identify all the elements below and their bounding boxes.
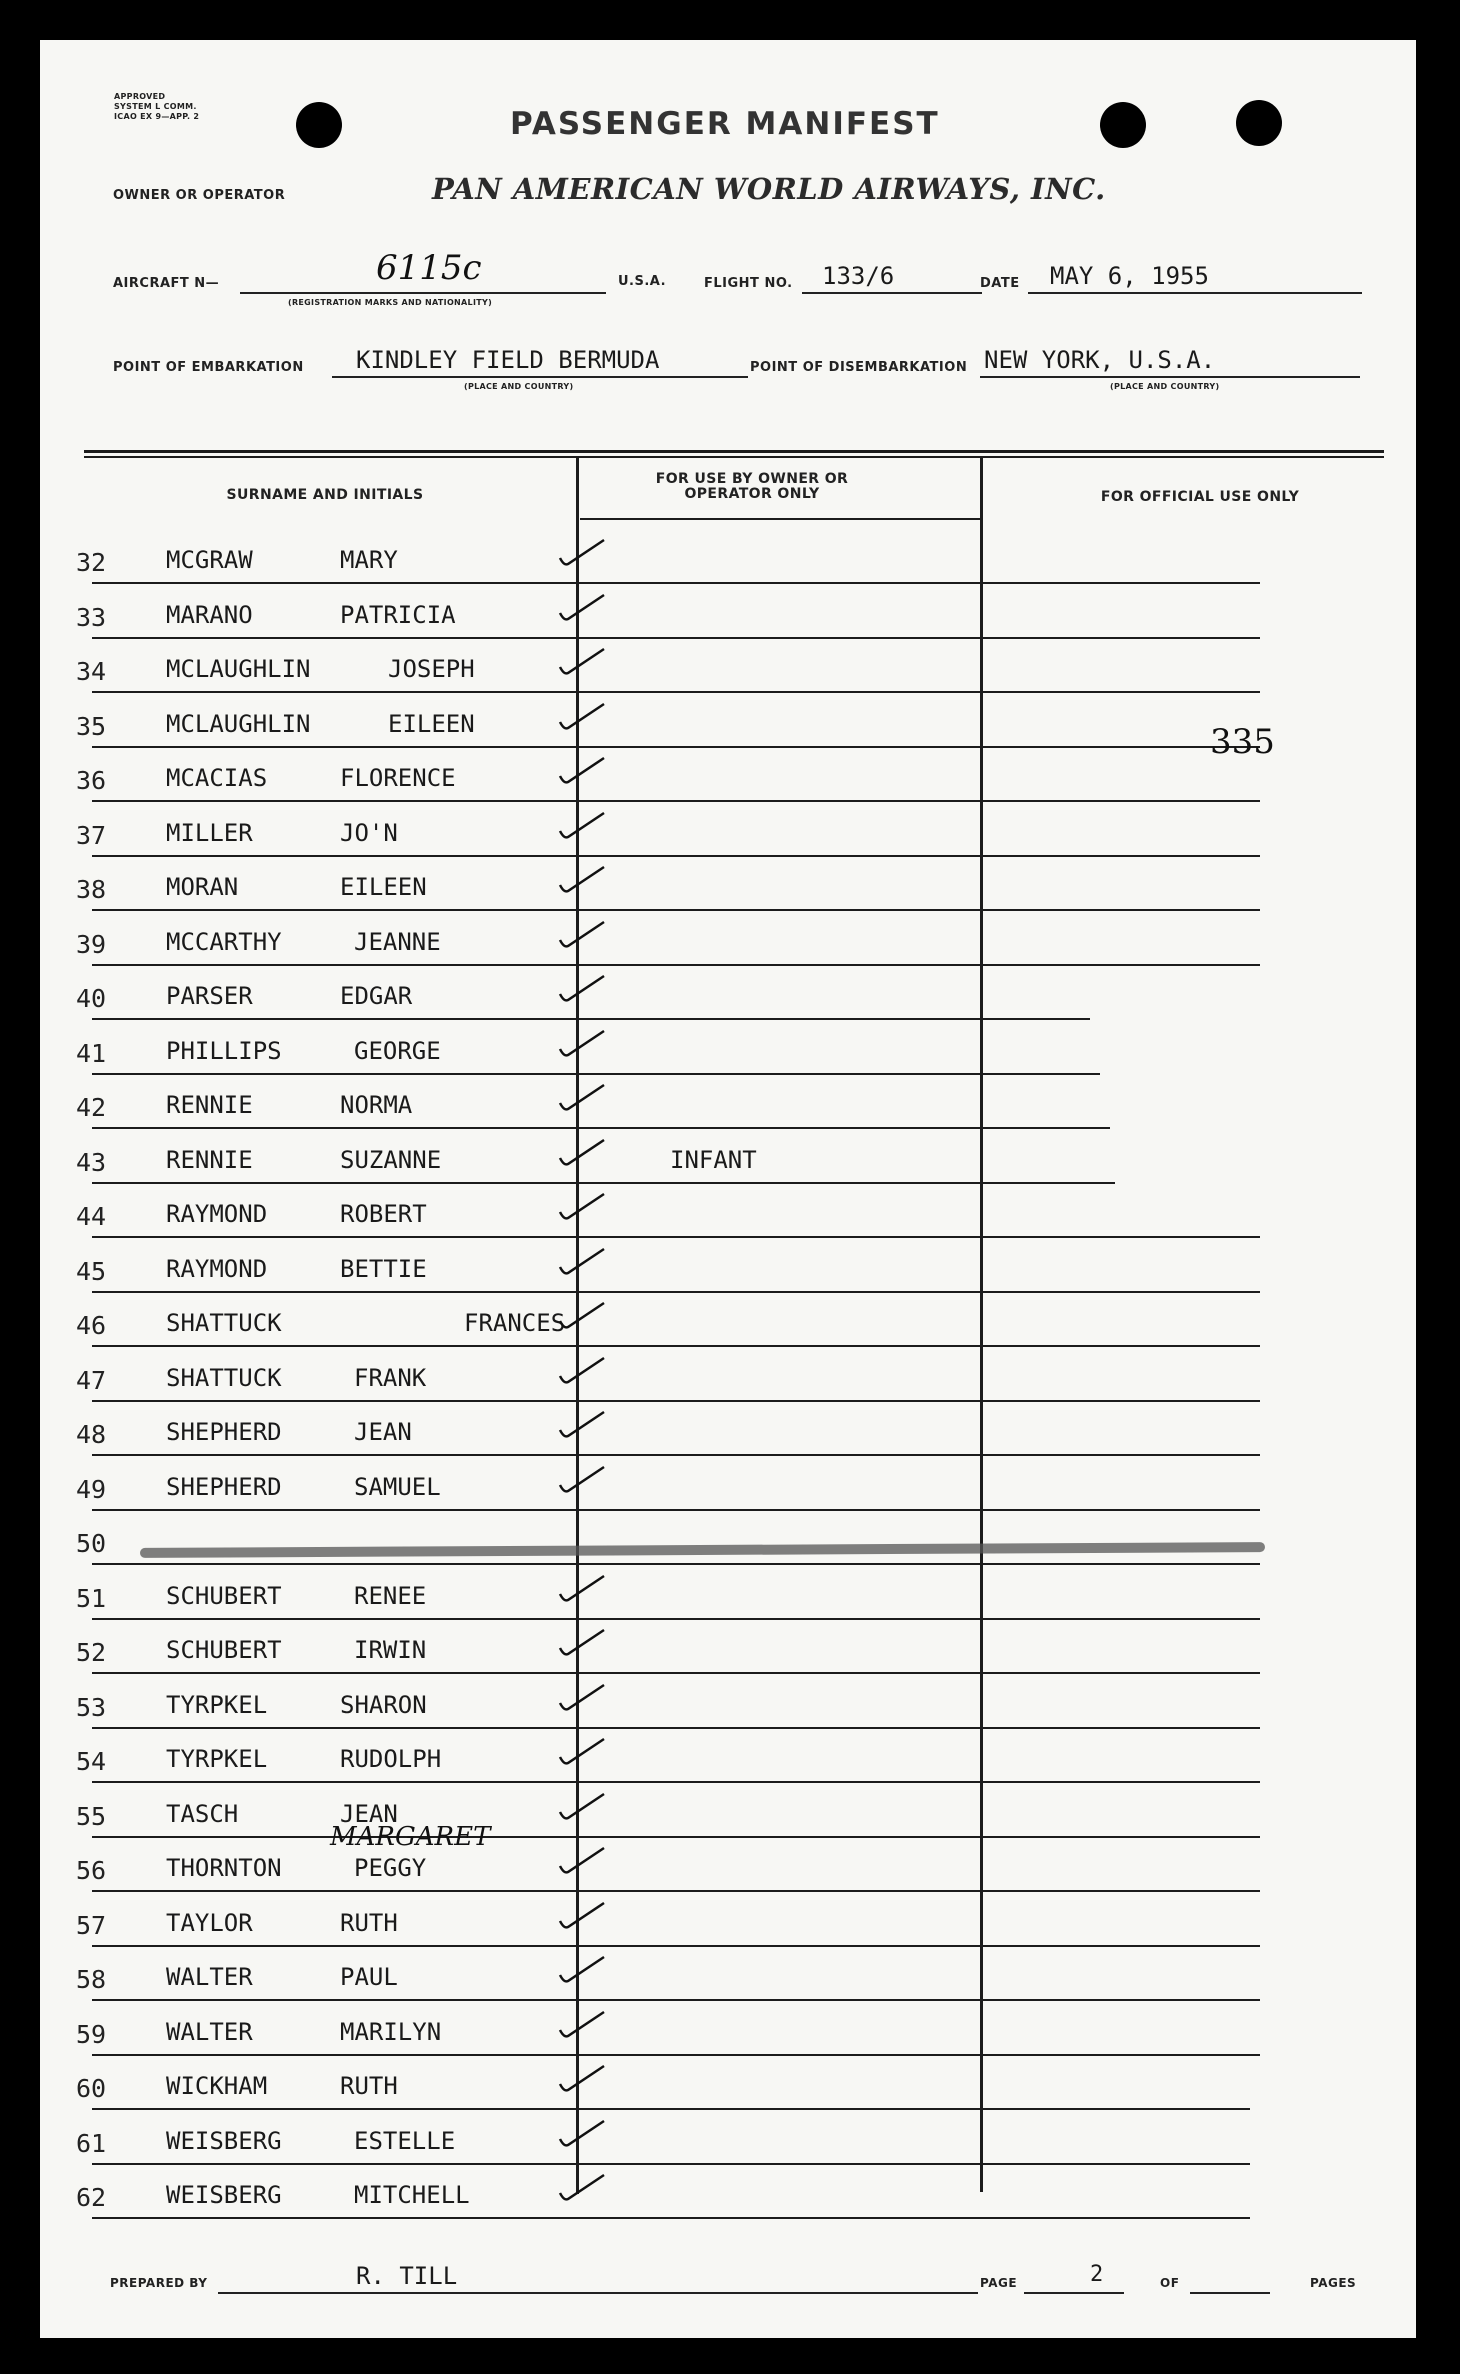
passenger-surname: RENNIE — [166, 1091, 253, 1119]
punch-hole — [1236, 100, 1282, 146]
passenger-surname: SCHUBERT — [166, 1636, 282, 1664]
check-mark — [556, 1626, 608, 1660]
row-number: 36 — [76, 766, 107, 795]
row-number: 46 — [76, 1311, 107, 1340]
check-mark — [556, 1408, 608, 1442]
of-line — [1190, 2292, 1270, 2294]
check-mark — [556, 1572, 608, 1606]
passenger-given-name: SUZANNE — [340, 1145, 442, 1174]
row-number: 38 — [76, 875, 107, 904]
registration-caption: (REGISTRATION MARKS AND NATIONALITY) — [288, 298, 493, 307]
handwritten-correction: MARGARET — [330, 1822, 491, 1852]
header-row-rule — [580, 518, 980, 520]
row-rule — [92, 2054, 1260, 2056]
passenger-given-name: EILEEN — [388, 709, 475, 738]
check-mark — [556, 1681, 608, 1715]
passenger-surname: MARANO — [166, 600, 253, 629]
approval-stamp: APPROVED SYSTEM L COMM. ICAO EX 9—APP. 2 — [114, 92, 200, 121]
row-rule — [92, 1727, 1260, 1729]
check-mark — [556, 1354, 608, 1388]
row-rule — [92, 1672, 1260, 1674]
row-rule — [92, 2217, 1250, 2219]
check-mark — [556, 1245, 608, 1279]
check-mark — [556, 1899, 608, 1933]
passenger-given-name: MARILYN — [340, 2017, 442, 2046]
of-label: OF — [1160, 2276, 1180, 2290]
form-title: PASSENGER MANIFEST — [510, 106, 940, 142]
row-number: 37 — [76, 820, 107, 850]
row-rule — [92, 800, 1260, 802]
passenger-surname: SHATTUCK — [166, 1309, 282, 1337]
check-mark — [556, 1190, 608, 1224]
row-number: 41 — [76, 1038, 107, 1068]
check-mark — [556, 809, 608, 843]
row-rule — [92, 2163, 1250, 2165]
disembark-value: NEW YORK, U.S.A. — [984, 346, 1216, 374]
page-value: 2 — [1090, 2262, 1104, 2287]
passenger-surname: SHEPHERD — [166, 1418, 282, 1446]
row-number: 54 — [76, 1747, 107, 1776]
row-rule — [92, 582, 1260, 584]
row-number: 42 — [76, 1093, 107, 1122]
passenger-surname: SHEPHERD — [166, 1472, 282, 1501]
date-value: MAY 6, 1955 — [1050, 262, 1209, 290]
strike-through — [140, 1542, 1265, 1558]
passenger-given-name: JO'N — [340, 818, 398, 847]
check-mark — [556, 1953, 608, 1987]
row-number: 56 — [76, 1856, 107, 1885]
passenger-surname: PARSER — [166, 982, 253, 1010]
row-number: 62 — [76, 2183, 107, 2212]
official-note: 335 — [1210, 722, 1275, 762]
passenger-given-name: RUTH — [340, 1908, 398, 1937]
passenger-given-name: FRANK — [354, 1363, 427, 1392]
passenger-surname: RAYMOND — [166, 1200, 268, 1228]
passenger-given-name: PATRICIA — [340, 600, 456, 629]
passenger-surname: SCHUBERT — [166, 1581, 282, 1610]
prepared-value: R. TILL — [356, 2262, 458, 2290]
passenger-given-name: ESTELLE — [354, 2126, 456, 2155]
passenger-surname: MCACIAS — [166, 764, 268, 792]
row-number: 43 — [76, 1147, 107, 1177]
row-rule — [92, 1127, 1110, 1129]
passenger-given-name: SAMUEL — [354, 1472, 441, 1501]
passenger-given-name: RUTH — [340, 2072, 398, 2100]
check-mark — [556, 1844, 608, 1878]
row-number: 60 — [76, 2074, 107, 2103]
row-rule — [92, 746, 1260, 748]
row-rule — [92, 1073, 1100, 1075]
page-label: PAGE — [980, 2276, 1018, 2290]
check-mark — [556, 2062, 608, 2096]
passenger-given-name: JEAN — [354, 1418, 412, 1446]
check-mark — [556, 918, 608, 952]
prepared-label: PREPARED BY — [110, 2276, 208, 2290]
row-rule — [92, 1999, 1260, 2001]
passenger-given-name: EDGAR — [340, 982, 413, 1010]
aircraft-value: 6115c — [376, 248, 482, 288]
passenger-surname: MILLER — [166, 818, 253, 847]
row-number: 58 — [76, 1965, 107, 1994]
check-mark — [556, 1299, 608, 1333]
row-rule — [92, 691, 1260, 693]
row-number: 55 — [76, 1801, 107, 1831]
check-mark — [556, 1136, 608, 1170]
passenger-given-name: JEANNE — [354, 927, 441, 956]
row-rule — [92, 1018, 1090, 1020]
passenger-given-name: MARY — [340, 546, 398, 574]
usa-label: U.S.A. — [618, 274, 667, 289]
row-number: 34 — [76, 657, 107, 686]
passenger-given-name: FRANCES — [464, 1309, 566, 1337]
passenger-surname: RENNIE — [166, 1145, 253, 1174]
row-rule — [92, 1781, 1260, 1783]
check-mark — [556, 2008, 608, 2042]
owner-value: PAN AMERICAN WORLD AIRWAYS, INC. — [432, 172, 1106, 206]
passenger-surname: WICKHAM — [166, 2072, 268, 2100]
check-mark — [556, 754, 608, 788]
passenger-given-name: RENEE — [354, 1581, 427, 1610]
check-mark — [556, 1081, 608, 1115]
disembark-line — [980, 376, 1360, 378]
passenger-surname: MCCARTHY — [166, 927, 282, 956]
flight-value: 133/6 — [822, 262, 895, 290]
embark-label: POINT OF EMBARKATION — [113, 360, 304, 375]
row-number: 40 — [76, 984, 107, 1013]
owner-note: INFANT — [670, 1145, 757, 1174]
passenger-surname: MORAN — [166, 873, 239, 901]
check-mark — [556, 2171, 608, 2205]
check-mark — [556, 972, 608, 1006]
passenger-surname: PHILLIPS — [166, 1036, 282, 1065]
aircraft-label: AIRCRAFT N— — [113, 276, 220, 291]
passenger-given-name: IRWIN — [354, 1636, 427, 1664]
check-mark — [556, 863, 608, 897]
row-rule — [92, 964, 1260, 966]
embark-caption: (PLACE AND COUNTRY) — [464, 382, 574, 391]
row-rule — [92, 909, 1260, 911]
row-rule — [92, 1400, 1260, 1402]
row-rule — [92, 1890, 1260, 1892]
row-number: 51 — [76, 1583, 107, 1613]
row-number: 35 — [76, 711, 107, 741]
check-mark — [556, 645, 608, 679]
passenger-surname: RAYMOND — [166, 1254, 268, 1283]
disembark-label: POINT OF DISEMBARKATION — [750, 360, 968, 375]
column-header-surname: SURNAME AND INITIALS — [226, 487, 424, 503]
prepared-line — [218, 2292, 978, 2294]
check-mark — [556, 1790, 608, 1824]
row-rule — [92, 1454, 1260, 1456]
row-rule — [92, 1509, 1260, 1511]
disembark-caption: (PLACE AND COUNTRY) — [1110, 382, 1220, 391]
check-mark — [556, 591, 608, 625]
column-header-official-use: FOR OFFICIAL USE ONLY — [1100, 489, 1300, 505]
passenger-surname: WEISBERG — [166, 2126, 282, 2155]
row-number: 39 — [76, 929, 107, 959]
row-number: 33 — [76, 602, 107, 632]
passenger-given-name: MITCHELL — [354, 2181, 470, 2209]
manifest-sheet — [40, 40, 1416, 2338]
table-top-rule-inner — [84, 456, 1384, 458]
column-divider-2 — [980, 456, 983, 2192]
passenger-surname: MCGRAW — [166, 546, 253, 574]
passenger-surname: MCLAUGHLIN — [166, 709, 311, 738]
passenger-given-name: FLORENCE — [340, 764, 456, 792]
row-rule — [92, 1291, 1260, 1293]
column-header-owner-use: FOR USE BY OWNER OR OPERATOR ONLY — [655, 471, 849, 502]
check-mark — [556, 1463, 608, 1497]
passenger-given-name: BETTIE — [340, 1254, 427, 1283]
row-rule — [92, 1836, 1260, 1838]
row-rule — [92, 1236, 1260, 1238]
embark-line — [332, 376, 748, 378]
row-number: 59 — [76, 2019, 107, 2049]
check-mark — [556, 1735, 608, 1769]
row-number: 45 — [76, 1256, 107, 1286]
page-line — [1024, 2292, 1124, 2294]
pages-label: PAGES — [1310, 2276, 1357, 2290]
row-number: 57 — [76, 1910, 107, 1940]
punch-hole — [296, 102, 342, 148]
row-number: 44 — [76, 1202, 107, 1231]
check-mark — [556, 536, 608, 570]
owner-label: OWNER OR OPERATOR — [113, 188, 286, 203]
passenger-given-name: PAUL — [340, 1963, 398, 1991]
passenger-given-name: SHARON — [340, 1690, 427, 1719]
passenger-given-name: NORMA — [340, 1091, 413, 1119]
passenger-surname: THORNTON — [166, 1854, 282, 1882]
passenger-surname: TYRPKEL — [166, 1690, 268, 1719]
check-mark — [556, 1027, 608, 1061]
passenger-surname: TAYLOR — [166, 1908, 253, 1937]
check-mark — [556, 2117, 608, 2151]
row-rule — [92, 637, 1260, 639]
row-rule — [92, 1945, 1260, 1947]
passenger-given-name: EILEEN — [340, 873, 427, 901]
row-rule — [92, 2108, 1250, 2110]
passenger-surname: WALTER — [166, 1963, 253, 1991]
date-line — [1028, 292, 1362, 294]
passenger-given-name: JEAN — [340, 1799, 398, 1828]
row-number: 49 — [76, 1474, 107, 1504]
row-number: 47 — [76, 1365, 107, 1395]
row-number: 53 — [76, 1692, 107, 1722]
punch-hole — [1100, 102, 1146, 148]
row-number: 32 — [76, 548, 107, 577]
embark-value: KINDLEY FIELD BERMUDA — [356, 346, 660, 374]
passenger-given-name: RUDOLPH — [340, 1745, 442, 1773]
row-number: 61 — [76, 2128, 107, 2158]
row-number: 50 — [76, 1529, 107, 1558]
passenger-surname: WALTER — [166, 2017, 253, 2046]
table-top-rule — [84, 450, 1384, 453]
row-number: 52 — [76, 1638, 107, 1667]
row-rule — [92, 1345, 1260, 1347]
date-label: DATE — [980, 276, 1020, 291]
flight-label: FLIGHT NO. — [704, 276, 793, 291]
row-rule — [92, 1618, 1260, 1620]
aircraft-line — [240, 292, 606, 294]
row-rule — [92, 1182, 1115, 1184]
check-mark — [556, 700, 608, 734]
row-rule — [92, 1563, 1260, 1565]
passenger-given-name: ROBERT — [340, 1200, 427, 1228]
row-number: 48 — [76, 1420, 107, 1449]
passenger-surname: SHATTUCK — [166, 1363, 282, 1392]
passenger-given-name: PEGGY — [354, 1854, 427, 1882]
passenger-surname: TASCH — [166, 1799, 239, 1828]
passenger-surname: MCLAUGHLIN — [166, 655, 311, 683]
passenger-given-name: JOSEPH — [388, 655, 475, 683]
passenger-surname: WEISBERG — [166, 2181, 282, 2209]
row-rule — [92, 855, 1260, 857]
flight-line — [802, 292, 982, 294]
passenger-surname: TYRPKEL — [166, 1745, 268, 1773]
passenger-given-name: GEORGE — [354, 1036, 441, 1065]
